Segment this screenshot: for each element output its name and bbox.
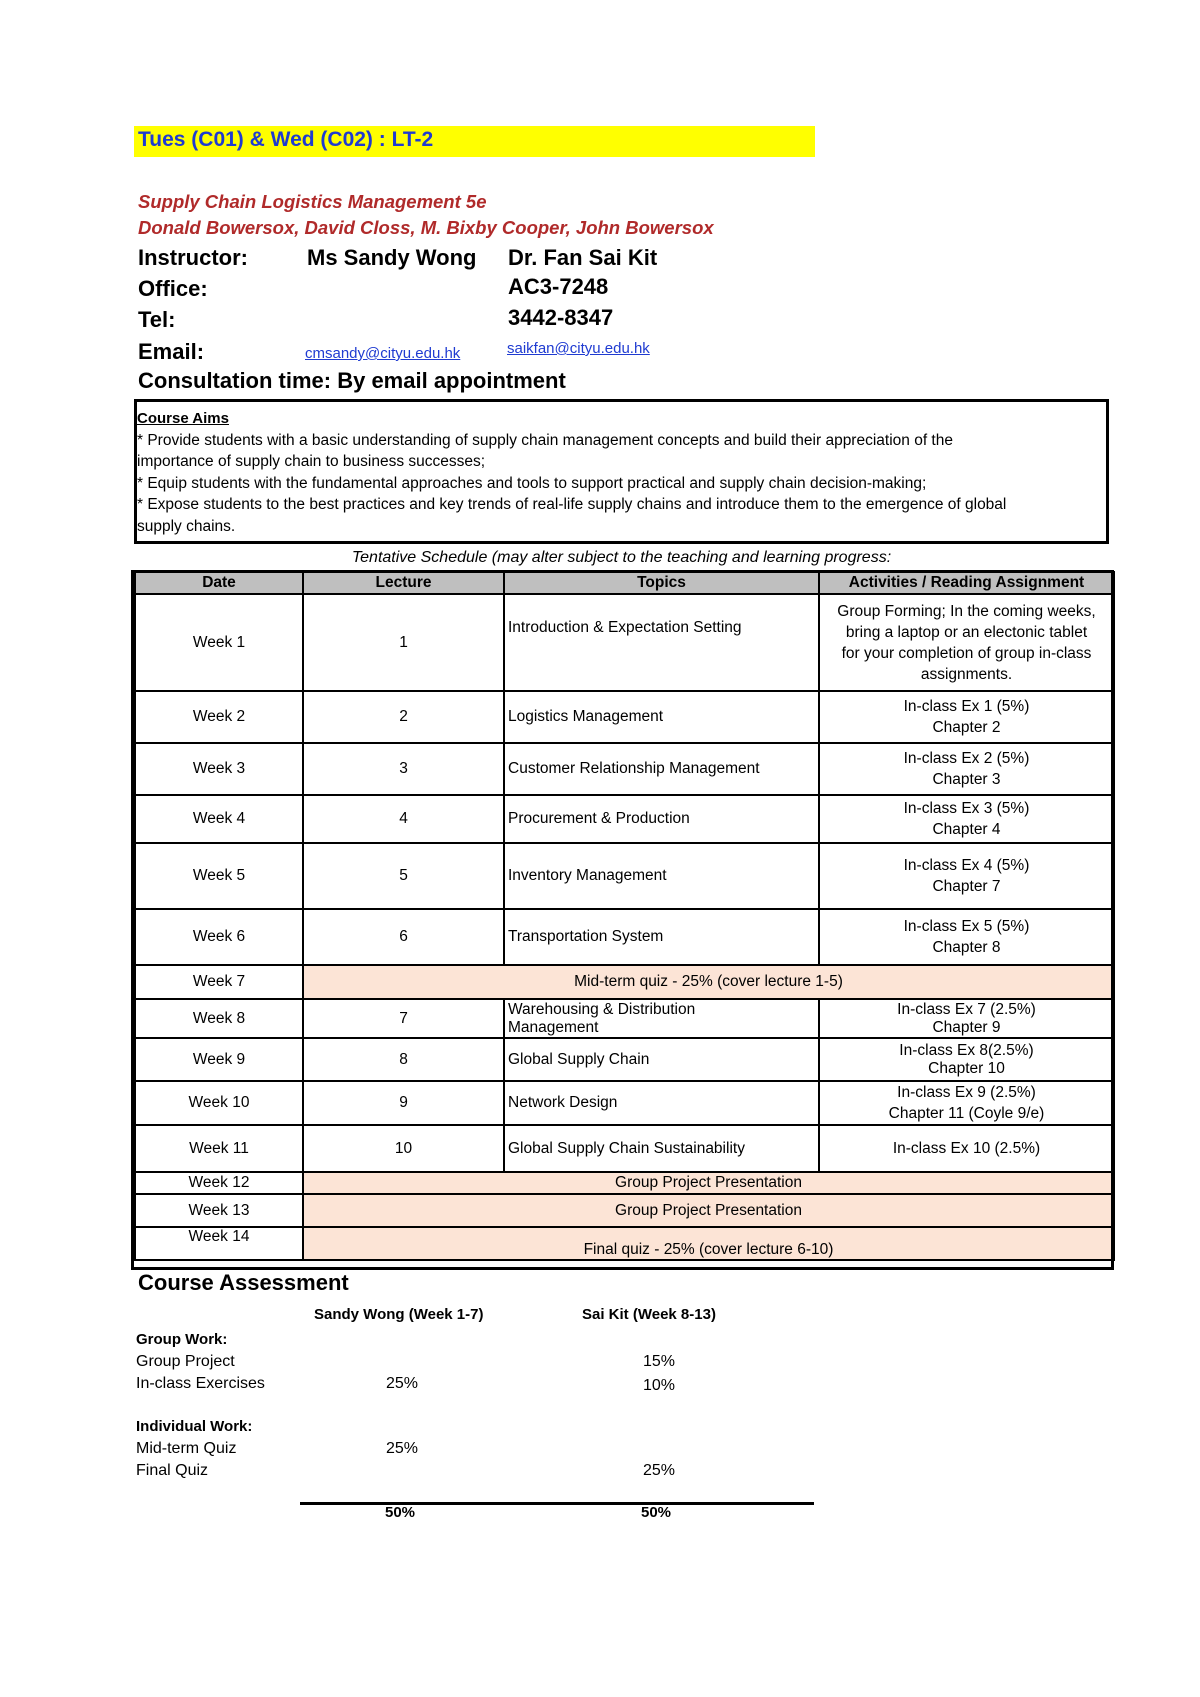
header-date: Date: [135, 572, 303, 594]
aims-line: supply chains.: [137, 518, 236, 535]
activity-line: In-class Ex 5 (5%): [903, 918, 1030, 935]
row-topic: Transportation System: [504, 909, 819, 965]
activity-line: In-class Ex 1 (5%): [903, 698, 1030, 715]
activity-line: assignments.: [920, 665, 1013, 683]
activity-line: Chapter 3: [932, 771, 1001, 788]
row-date: Week 1: [135, 594, 303, 691]
tel-value: 3442-8347: [508, 305, 614, 330]
activity-line: In-class Ex 8(2.5%): [899, 1041, 1034, 1059]
table-row: [135, 1172, 1114, 1194]
row-lecture: 1: [303, 594, 504, 691]
row-lecture: 10: [303, 1125, 504, 1172]
activity-line: In-class Ex 4 (5%): [903, 857, 1030, 874]
row-activity: [819, 999, 1114, 1038]
email-link-saikit[interactable]: saikfan@cityu.edu.hk: [507, 340, 650, 357]
email-link-sandy[interactable]: cmsandy@cityu.edu.hk: [305, 345, 461, 362]
header-lecture: Lecture: [303, 572, 504, 594]
table-row: [135, 691, 1114, 743]
row-date: Week 13: [135, 1194, 303, 1227]
activity-line: for your completion of group in-class: [841, 644, 1092, 662]
row-date: Week 9: [135, 1038, 303, 1081]
total-sandy: 50%: [385, 1504, 416, 1521]
office-value: AC3-7248: [508, 274, 609, 299]
row-date: Week 8: [135, 999, 303, 1038]
row-lecture: 2: [303, 691, 504, 743]
table-row: [135, 1227, 1114, 1260]
row-activity: [819, 594, 1114, 691]
row-topic: Introduction & Expectation Setting: [504, 594, 819, 691]
inclass-sandy: 25%: [386, 1375, 419, 1392]
row-activity: [819, 1081, 1114, 1125]
row-topic: Customer Relationship Management: [504, 743, 819, 795]
tel-label: Tel:: [138, 307, 176, 332]
aims-line: * Provide students with a basic understanding of supply chain management concepts and build their appreciation of the: [137, 432, 953, 449]
table-row: [135, 999, 1114, 1038]
instructor-fan-sai-kit: Dr. Fan Sai Kit: [508, 245, 658, 270]
aims-line: * Equip students with the fundamental approaches and tools to support practical and supply chain decision-making;: [137, 475, 927, 492]
row-date: Week 10: [135, 1081, 303, 1125]
row-topic: Inventory Management: [504, 843, 819, 909]
activity-line: Chapter 10: [928, 1059, 1005, 1077]
row-activity: [819, 795, 1114, 843]
row-lecture: 8: [303, 1038, 504, 1081]
total-saikit: 50%: [641, 1504, 672, 1521]
activity-line: Chapter 8: [932, 939, 1001, 956]
table-row: [135, 795, 1114, 843]
activity-line: In-class Ex 2 (5%): [903, 750, 1030, 767]
consultation-time: Consultation time: By email appointment: [138, 368, 566, 393]
schedule-table: [134, 571, 1115, 1261]
inclass-saikit: 10%: [643, 1377, 676, 1394]
topic-line: Management: [508, 1018, 599, 1036]
row-date: Week 6: [135, 909, 303, 965]
row-topic: [504, 999, 819, 1038]
email-label: Email:: [138, 339, 205, 364]
class-session-heading: Tues (C01) & Wed (C02) : LT-2: [138, 128, 434, 151]
activity-line: Group Forming; In the coming weeks,: [837, 602, 1096, 620]
final-saikit: 25%: [643, 1462, 676, 1479]
header-topics: Topics: [504, 572, 819, 594]
aims-line: * Expose students to the best practices and key trends of real-life supply chains and introduce them to the emergence of global: [137, 496, 1007, 513]
row-lecture: 3: [303, 743, 504, 795]
activity-line: Chapter 7: [932, 878, 1001, 895]
schedule-header-row: [135, 572, 1114, 594]
row-date: Week 12: [135, 1172, 303, 1194]
row-lecture: 5: [303, 843, 504, 909]
row-activity: [819, 743, 1114, 795]
midterm-quiz-cell: Mid-term quiz - 25% (cover lecture 1-5): [303, 965, 1114, 999]
table-row: [135, 843, 1114, 909]
group-project-label: Group Project: [136, 1353, 235, 1370]
assessment-col-saikit: Sai Kit (Week 8-13): [582, 1306, 716, 1323]
activity-line: Chapter 9: [932, 1018, 1001, 1036]
row-date: Week 4: [135, 795, 303, 843]
midterm-sandy: 25%: [386, 1440, 419, 1457]
instructor-label: Instructor:: [138, 245, 248, 270]
row-date: Week 7: [135, 965, 303, 999]
table-row: [135, 965, 1114, 999]
group-presentation-cell: Group Project Presentation: [303, 1194, 1114, 1227]
row-lecture: 7: [303, 999, 504, 1038]
row-topic: Global Supply Chain: [504, 1038, 819, 1081]
office-label: Office:: [138, 276, 208, 301]
individual-work-label: Individual Work:: [136, 1418, 253, 1435]
activity-line: Chapter 2: [932, 719, 1001, 736]
row-date: Week 2: [135, 691, 303, 743]
total-divider: [300, 1502, 814, 1505]
activity-line: Chapter 4: [932, 821, 1001, 838]
row-lecture: 9: [303, 1081, 504, 1125]
midterm-quiz-label: Mid-term Quiz: [136, 1440, 237, 1457]
row-date: Week 3: [135, 743, 303, 795]
table-row: [135, 1194, 1114, 1227]
table-row: [135, 1081, 1114, 1125]
row-activity: [819, 909, 1114, 965]
row-lecture: 6: [303, 909, 504, 965]
row-topic: Global Supply Chain Sustainability: [504, 1125, 819, 1172]
group-work-label: Group Work:: [136, 1331, 228, 1348]
row-topic: Network Design: [504, 1081, 819, 1125]
row-topic: Logistics Management: [504, 691, 819, 743]
textbook-authors: Donald Bowersox, David Closs, M. Bixby Cooper, John Bowersox: [138, 217, 714, 238]
row-date: Week 5: [135, 843, 303, 909]
final-quiz-label: Final Quiz: [136, 1462, 209, 1479]
row-activity: [819, 691, 1114, 743]
table-row: [135, 1125, 1114, 1172]
course-aims-box: [134, 399, 1109, 544]
table-row: [135, 743, 1114, 795]
row-lecture: 4: [303, 795, 504, 843]
table-row: [135, 594, 1114, 691]
table-row: [135, 909, 1114, 965]
topic-line: Warehousing & Distribution: [508, 1000, 696, 1018]
row-activity: [819, 843, 1114, 909]
header-activities: Activities / Reading Assignment: [819, 572, 1114, 594]
assessment-col-sandy: Sandy Wong (Week 1-7): [314, 1306, 484, 1323]
course-aims-title: Course Aims: [137, 410, 229, 427]
row-date: Week 14: [135, 1227, 303, 1260]
textbook-title: Supply Chain Logistics Management 5e: [138, 191, 487, 212]
inclass-exercises-label: In-class Exercises: [136, 1375, 265, 1392]
row-activity: [819, 1038, 1114, 1081]
activity-line: In-class Ex 7 (2.5%): [897, 1000, 1036, 1018]
activity-line: In-class Ex 3 (5%): [903, 800, 1030, 817]
instructor-sandy-wong: Ms Sandy Wong: [307, 245, 477, 270]
activity-line: bring a laptop or an electonic tablet: [845, 623, 1088, 641]
group-project-saikit: 15%: [643, 1353, 676, 1370]
aims-line: importance of supply chain to business successes;: [137, 453, 486, 470]
row-activity: In-class Ex 10 (2.5%): [819, 1125, 1114, 1172]
final-quiz-cell: Final quiz - 25% (cover lecture 6-10): [303, 1227, 1114, 1260]
group-presentation-cell: Group Project Presentation: [303, 1172, 1114, 1194]
row-date: Week 11: [135, 1125, 303, 1172]
row-topic: Procurement & Production: [504, 795, 819, 843]
activity-line: In-class Ex 9 (2.5%): [897, 1084, 1036, 1101]
table-row: [135, 1038, 1114, 1081]
course-assessment-title: Course Assessment: [138, 1270, 349, 1295]
schedule-title: Tentative Schedule (may alter subject to the teaching and learning progress:: [351, 549, 892, 566]
activity-line: Chapter 11 (Coyle 9/e): [888, 1105, 1045, 1122]
